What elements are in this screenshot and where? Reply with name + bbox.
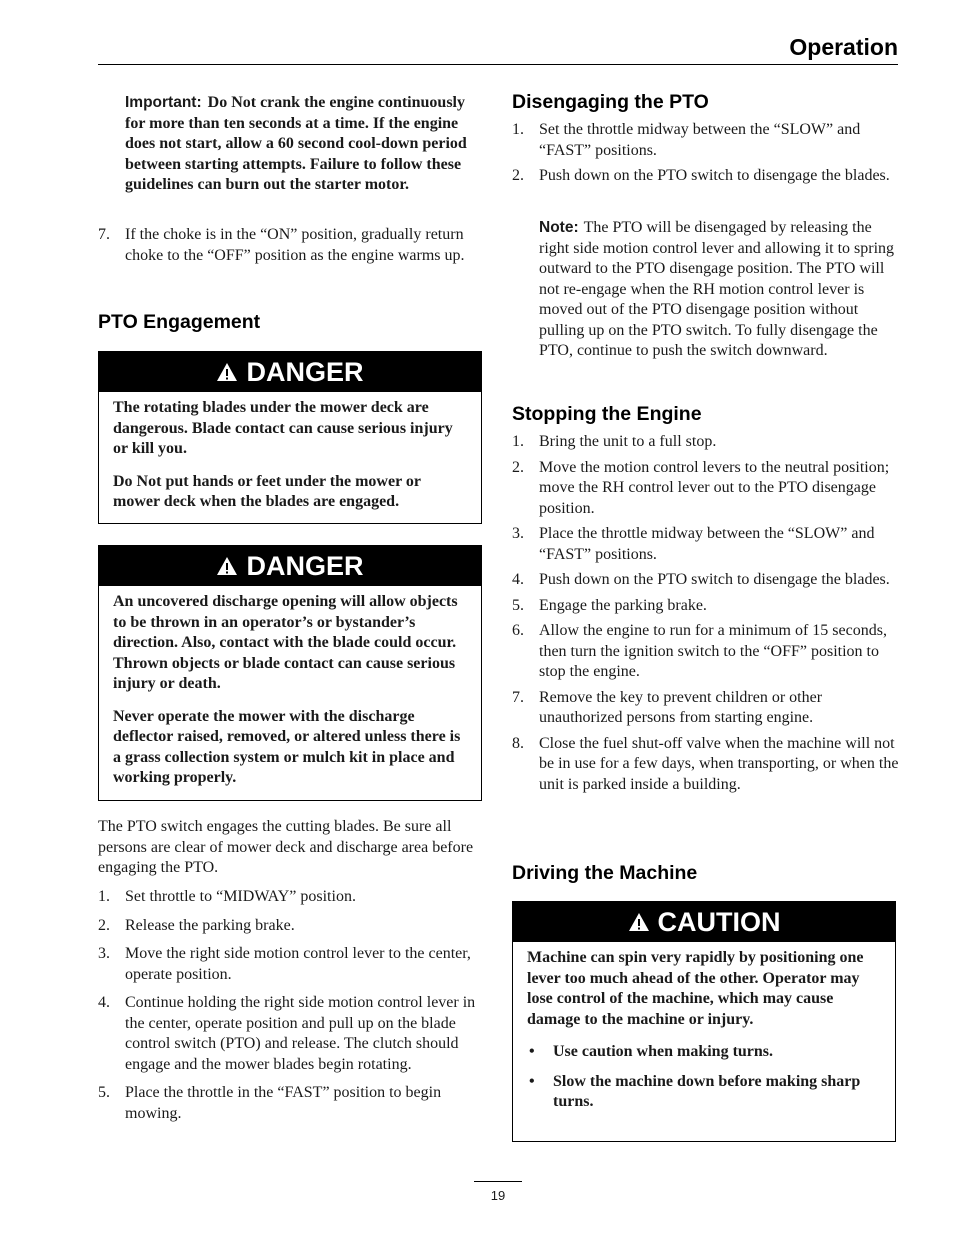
list-item [512,734,900,796]
list-item [512,458,900,520]
list-item [98,944,486,985]
bullet-marker: • [529,1072,535,1090]
list-item [512,570,900,591]
note-label: Note: [539,219,579,236]
step-number: 2. [512,458,524,476]
step-number: 7. [98,226,110,243]
important-text: Do Not crank the engine continuously for more than ten seconds at a time. If the engine does not start, allow a 60 second cool-down period between starting attempts. Failure to follow these guidelines can burn out the starter motor. [125,94,467,193]
caution-body [513,942,895,1121]
danger-title: DANGER [246,356,364,387]
step-text: Set the throttle midway between the “SLOW” and “FAST” positions. [539,121,861,159]
bullet-text: Slow the machine down before making sharp turns. [553,1072,861,1110]
step-7-list [98,225,486,266]
step-text: Place the throttle midway between the “SLOW” and “FAST” positions. [539,525,875,563]
danger-body [99,392,481,521]
bullet-text: Use caution when making turns. [553,1043,774,1060]
step-text: Engage the parking brake. [539,596,707,614]
important-notice [125,93,480,196]
page-number: 19 [490,1188,506,1203]
step-number: 7. [512,688,524,706]
list-item [512,120,900,161]
stopping-heading: Stopping the Engine [512,403,702,425]
step-number: 4. [98,994,110,1011]
list-item [98,1083,486,1124]
list-item [98,916,486,937]
step-number: 5. [512,596,524,614]
step-text: Remove the key to prevent children or other unauthorized persons from starting engine. [539,688,823,726]
danger-header [99,546,481,586]
pto-steps-list [98,887,486,1124]
danger-header [99,352,481,392]
list-item [98,887,486,908]
step-number: 3. [512,525,524,542]
step-text: Place the throttle in the “FAST” position to begin mowing. [125,1084,442,1122]
list-item [512,166,900,187]
pto-intro-paragraph: The PTO switch engages the cutting blades. Be sure all persons are clear of mower deck and discharge area before engaging the PTO. [98,818,474,876]
step-text: Continue holding the right side motion control lever in the center, operate position and pull up on the blade control switch (PTO) and release. The clutch should engage and the mower blades begin rotating. [125,994,476,1073]
list-item [98,993,486,1075]
step-text: If the choke is in the “ON” position, gradually return choke to the “OFF” position as the engine warms up. [125,226,465,264]
danger-paragraph: Never operate the mower with the discharge deflector raised, removed, or altered unless there is a grass collection system or mulch kit in place and working properly. [113,707,461,786]
step-text: Push down on the PTO switch to disengage the blades. [539,167,890,184]
header-rule [98,64,898,65]
warning-triangle-icon [216,556,238,578]
caution-header [513,902,895,942]
danger-box-blades [98,351,482,524]
bullet-marker: • [529,1043,535,1060]
list-item [527,1072,881,1113]
caution-title: CAUTION [657,906,781,937]
caution-bullets [527,1042,881,1113]
danger-paragraph: Do Not put hands or feet under the mower or mower deck when the blades are engaged. [113,472,421,510]
list-item [512,524,900,565]
disengaging-heading: Disengaging the PTO [512,91,709,113]
list-item [512,688,900,729]
disengage-note [539,218,900,362]
danger-box-discharge [98,545,482,801]
pto-engagement-heading: PTO Engagement [98,311,261,333]
driving-heading: Driving the Machine [512,862,698,884]
footer-rule [474,1181,522,1182]
list-item [512,432,900,453]
step-number: 3. [98,945,110,962]
caution-box [512,901,896,1142]
disengaging-steps-list [512,120,900,187]
step-text: Push down on the PTO switch to disengage the blades. [539,571,890,588]
list-item [98,225,486,266]
step-text: Set throttle to “MIDWAY” position. [125,888,356,905]
warning-triangle-icon [216,362,238,384]
warning-triangle-icon [628,912,650,934]
step-number: 2. [512,167,524,184]
danger-title: DANGER [246,550,364,581]
step-text: Move the motion control levers to the neutral position; move the RH control lever out to the PTO disengage position. [539,458,890,517]
step-number: 2. [98,916,110,934]
step-text: Bring the unit to a full stop. [539,433,717,450]
page-header-title: Operation [789,34,898,60]
important-label: Important: [125,94,202,111]
stopping-steps-list [512,432,900,795]
step-text: Close the fuel shut-off valve when the machine will not be in use for a few days, when transporting, or when the unit is parked inside a building. [539,734,899,793]
note-text: The PTO will be disengaged by releasing the right side motion control lever and allowing it to spring outward to the PTO disengage position. The PTO will not re-engage when the RH motion control lever is moved out of the PTO disengage position without pulling up on the PTO switch. To fully disengage the PTO, continue to push the switch downward. [539,219,895,359]
list-item [527,1042,881,1063]
step-text: Release the parking brake. [125,916,295,934]
danger-paragraph: The rotating blades under the mower deck are dangerous. Blade contact can cause serious injury or kill you. [113,399,453,457]
danger-paragraph: An uncovered discharge opening will allow objects to be thrown in an operator’s or bystander’s direction. Also, contact with the blade could occur. Thrown objects or blade contact can cause serious injury or death. [113,593,458,692]
step-number: 1. [512,121,524,138]
step-number: 6. [512,622,524,639]
step-text: Allow the engine to run for a minimum of 15 seconds, then turn the ignition switch to the “OFF” position to stop the engine. [539,622,887,680]
step-number: 1. [98,888,110,905]
step-number: 5. [98,1084,110,1101]
danger-body [99,586,481,797]
list-item [512,596,900,617]
list-item [512,621,900,683]
caution-paragraph: Machine can spin very rapidly by positioning one lever too much ahead of the other. Operator may lose control of the machine, which may cause damage to the machine or injury. [527,949,864,1028]
step-number: 8. [512,734,524,752]
step-number: 1. [512,433,524,450]
step-number: 4. [512,571,524,588]
step-text: Move the right side motion control lever to the center, operate position. [125,945,471,983]
